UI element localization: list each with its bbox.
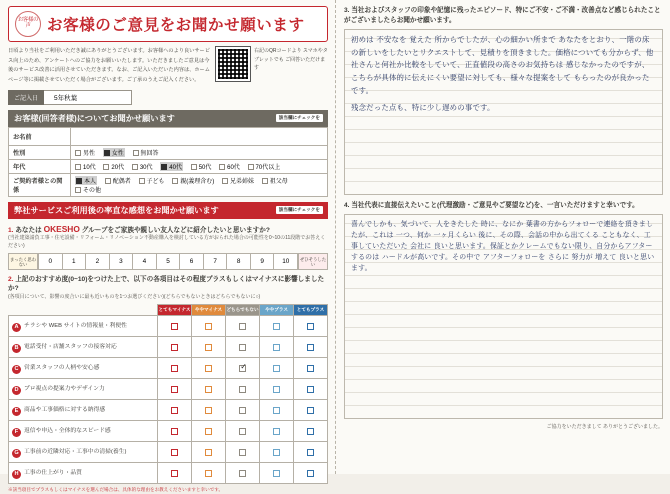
matrix-a-very-negative[interactable] xyxy=(158,315,192,336)
matrix-f-very-negative[interactable] xyxy=(158,420,192,441)
relation-option-sibling[interactable]: 兄弟姉妹 xyxy=(222,176,254,185)
question-3-answer-text: 初めは 不安なを 覚えた 所からでしたが、心の細かい所まで あなたをとおり、一階の床の新しいをしたいとリクエストして、見積りを頂きました。価格についても分からず、他社さんと何社か比較をしていて、正直値段の高さのお気持ちは 感じなかったのですが、こちらが具体的に伝えにくい要望に対しても、様々な提案をして もらったのが良かったです。 xyxy=(351,34,654,95)
qr-caption: 右記のQRコードより スマホやタブレットでも ご回答いただけます xyxy=(254,48,328,71)
table-row xyxy=(9,315,328,336)
matrix-d-very-negative[interactable] xyxy=(158,378,192,399)
matrix-h-very-negative[interactable] xyxy=(158,462,192,483)
nps-value-5[interactable]: 5 xyxy=(157,253,181,270)
matrix-d-negative[interactable] xyxy=(192,378,226,399)
item-badge-b: B xyxy=(12,344,21,353)
matrix-col-positive: ややプラス xyxy=(260,305,294,316)
section-1-note: 該当欄にチェックを xyxy=(276,114,323,122)
item-badge-g: G xyxy=(12,449,21,458)
customer-voice-stamp-icon: お客様の声 xyxy=(15,11,41,37)
matrix-d-positive[interactable] xyxy=(260,378,294,399)
table-row xyxy=(9,441,328,462)
matrix-item-c: C 営業スタッフの人柄や安心感 xyxy=(9,357,158,378)
item-badge-a: A xyxy=(12,323,21,332)
question-1-text-post: グループをご家族や親しい友人などに紹介したいと思いますか? xyxy=(81,226,270,234)
matrix-h-negative[interactable] xyxy=(192,462,226,483)
matrix-header-row xyxy=(9,305,328,316)
name-label: お名前 xyxy=(9,127,71,145)
gender-option-female[interactable]: 女性 xyxy=(103,148,125,157)
relation-options xyxy=(71,173,328,196)
matrix-b-positive[interactable] xyxy=(260,336,294,357)
matrix-a-very-positive[interactable] xyxy=(294,315,328,336)
section-2-bar xyxy=(8,202,328,219)
matrix-e-positive[interactable] xyxy=(260,399,294,420)
question-4-answer-area[interactable] xyxy=(344,214,663,419)
table-row xyxy=(9,399,328,420)
question-3-text: 当社およびスタッフの印象や記憶に残ったエピソード、特にご不安・ご不満・改善点など感じられたことがございましたらお聞かせ願います。 xyxy=(344,7,661,24)
matrix-h-neutral[interactable] xyxy=(226,462,260,483)
item-badge-e: E xyxy=(12,407,21,416)
matrix-c-neutral[interactable] xyxy=(226,357,260,378)
matrix-g-very-negative[interactable] xyxy=(158,441,192,462)
nps-value-9[interactable]: 9 xyxy=(251,253,275,270)
matrix-c-positive[interactable] xyxy=(260,357,294,378)
table-row-age xyxy=(9,159,328,173)
nps-scale xyxy=(8,253,328,270)
matrix-b-neutral[interactable] xyxy=(226,336,260,357)
nps-value-1[interactable]: 1 xyxy=(63,253,87,270)
question-2-sub: (各項目について、影響の度合いに最も近いものを1つお選びください)(どちらでもないときはどちらでもないに○) xyxy=(8,293,261,300)
nps-value-2[interactable]: 2 xyxy=(86,253,110,270)
matrix-col-very-negative: とてもマイナス xyxy=(158,305,192,316)
matrix-a-neutral[interactable] xyxy=(226,315,260,336)
right-column xyxy=(336,0,670,474)
table-row xyxy=(9,357,328,378)
section-1-bar xyxy=(8,110,328,127)
matrix-col-neutral: どちらでもない xyxy=(226,305,260,316)
nps-right-label: ぜひそうしたい xyxy=(298,253,328,270)
table-row-relation xyxy=(9,173,328,196)
nps-value-10[interactable]: 10 xyxy=(274,253,298,270)
gender-label: 性別 xyxy=(9,145,71,159)
matrix-footnote: ※該当項目でプラスもしくはマイナスを選んだ場合は、具体的な理由をお教えくださいますと幸いです。 xyxy=(8,486,224,492)
relation-option-parent[interactable]: 親(義理含む) xyxy=(172,176,214,185)
matrix-e-very-positive[interactable] xyxy=(294,399,328,420)
question-1 xyxy=(8,224,328,251)
date-label: ご記入日 xyxy=(8,90,44,105)
relation-option-child[interactable]: 子ども xyxy=(139,176,165,185)
table-row xyxy=(9,336,328,357)
relation-label: ご契約者様との関係 xyxy=(9,173,71,196)
matrix-item-d: D プロ視点の提案力やデザイン力 xyxy=(9,378,158,399)
matrix-f-very-positive[interactable] xyxy=(294,420,328,441)
intro-block xyxy=(8,47,328,86)
matrix-g-very-positive[interactable] xyxy=(294,441,328,462)
relation-option-grandparent[interactable]: 祖父母 xyxy=(262,176,288,185)
table-row xyxy=(9,378,328,399)
age-option-60s[interactable]: 60代 xyxy=(219,162,240,171)
nps-value-4[interactable]: 4 xyxy=(133,253,157,270)
question-4-text: 当社代表に直接伝えたいこと(代理激励・ご意見やご要望など)を、一言いただけますと幸いです。 xyxy=(351,201,639,209)
question-3-answer-text-2: 残念だった点も、特に少し遅めの事です。 xyxy=(351,103,495,113)
age-option-30s[interactable]: 30代 xyxy=(132,162,153,171)
table-row xyxy=(9,420,328,441)
section-1-title: お客様(回答者様)についてお聞かせ願います xyxy=(14,113,175,123)
matrix-item-b: B 電話受付・店舗スタッフの接客対応 xyxy=(9,336,158,357)
age-option-40s[interactable]: 40代 xyxy=(160,162,183,171)
matrix-item-g: G 工事前の近隣対応・工事中の清掃(養生) xyxy=(9,441,158,462)
age-options xyxy=(71,159,328,173)
age-label: 年代 xyxy=(9,159,71,173)
matrix-d-neutral[interactable] xyxy=(226,378,260,399)
matrix-c-negative[interactable] xyxy=(192,357,226,378)
matrix-g-negative[interactable] xyxy=(192,441,226,462)
item-badge-f: F xyxy=(12,428,21,437)
gender-option-none[interactable]: 無回答 xyxy=(133,148,159,157)
gender-option-male[interactable]: 男性 xyxy=(75,148,95,157)
age-option-10s[interactable]: 10代 xyxy=(75,162,96,171)
matrix-b-negative[interactable] xyxy=(192,336,226,357)
matrix-g-positive[interactable] xyxy=(260,441,294,462)
date-row xyxy=(8,90,328,105)
question-4 xyxy=(344,201,663,211)
matrix-a-negative[interactable] xyxy=(192,315,226,336)
matrix-col-very-positive: とてもプラス xyxy=(294,305,328,316)
section-2-note: 該当欄にチェックを xyxy=(276,206,323,214)
gender-options xyxy=(71,145,328,159)
matrix-item-e: E 商品や工事価格に対する納得感 xyxy=(9,399,158,420)
table-row-name xyxy=(9,127,328,145)
thanks-note: ご協力をいただきまして ありがとうございました。 xyxy=(546,423,663,430)
name-input[interactable] xyxy=(71,127,328,145)
matrix-f-positive[interactable] xyxy=(260,420,294,441)
intro-text: 日頃より当社をご利用いただき誠にありがとうございます。お客様へのより良いサービス向上のため、アンケートへのご協力をお願いいたします。いただきましたご意見は今後のサービス改善に活用させていただきます。なお、ご記入いただいた内容は、ホームページ等に掲載させていただく場合がございます。ご了承のうえご記入ください。 xyxy=(8,48,210,83)
section-2-title: 弊社サービスご利用後の率直な感想をお聞かせ願います xyxy=(14,205,219,215)
matrix-g-neutral[interactable] xyxy=(226,441,260,462)
qr-block xyxy=(216,47,328,86)
age-option-20s[interactable]: 20代 xyxy=(103,162,124,171)
question-3 xyxy=(344,6,663,26)
nps-value-6[interactable]: 6 xyxy=(180,253,204,270)
matrix-h-positive[interactable] xyxy=(260,462,294,483)
question-2-number: 2. xyxy=(8,276,14,284)
nps-values xyxy=(38,253,298,270)
matrix-a-positive[interactable] xyxy=(260,315,294,336)
table-row xyxy=(9,462,328,483)
question-3-answer-area[interactable] xyxy=(344,29,663,195)
question-1-sub: (当社建築請負工事・住宅設備・リフォーム・リノベーション不動産購入を検討している方がおられた場合の可能性を0~10の11段階でお答えください) xyxy=(8,235,326,249)
matrix-f-negative[interactable] xyxy=(192,420,226,441)
matrix-h-very-positive[interactable] xyxy=(294,462,328,483)
form-header xyxy=(8,6,328,42)
matrix-d-very-positive[interactable] xyxy=(294,378,328,399)
qr-code-icon[interactable] xyxy=(216,47,250,81)
question-4-number: 4. xyxy=(344,201,350,209)
question-1-number: 1. xyxy=(8,226,14,234)
matrix-e-neutral[interactable] xyxy=(226,399,260,420)
table-row-gender xyxy=(9,145,328,159)
question-3-number: 3. xyxy=(344,7,350,14)
nps-value-8[interactable]: 8 xyxy=(227,253,251,270)
question-2 xyxy=(8,275,328,301)
respondent-table xyxy=(8,127,328,197)
matrix-b-very-positive[interactable] xyxy=(294,336,328,357)
left-column xyxy=(0,0,336,492)
relation-option-other[interactable]: その他 xyxy=(75,185,101,194)
relation-option-spouse[interactable]: 配偶者 xyxy=(105,176,131,185)
question-4-answer-text: 喜んでしかも、気づいて、人をきたした 時に、なにか 葉書の方からフォローで連絡を頂きましたが、これは 一つ、何か 一ヶ月くらい 後に、その際、会話の中から出てくる こともなく、工事していただいた 会社に 良いと思います。保証とかクレームでもない限り、自分からアフターするのは ハードルが高いです。その中で アフターフォローを さらに 努力が 増えて 良いと思います。 xyxy=(351,219,655,273)
nps-value-3[interactable]: 3 xyxy=(110,253,134,270)
item-badge-d: D xyxy=(12,386,21,395)
item-badge-h: H xyxy=(12,470,21,479)
nps-value-7[interactable]: 7 xyxy=(204,253,228,270)
matrix-c-very-positive[interactable] xyxy=(294,357,328,378)
nps-left-label: まったく思わない xyxy=(8,253,38,270)
relation-option-self[interactable]: 本人 xyxy=(75,176,97,185)
page-title: お客様のご意見をお聞かせ願います xyxy=(47,17,305,34)
question-2-text: 上記のおすすめ度(0~10)をつけた上で、以下の各項目はその程度プラスもしくはマイナスに影響しましたか? xyxy=(8,276,325,293)
matrix-f-neutral[interactable] xyxy=(226,420,260,441)
matrix-e-very-negative[interactable] xyxy=(158,399,192,420)
matrix-item-a: A チラシや WEB サイトの情報量・利便性 xyxy=(9,315,158,336)
matrix-item-h: H 工事の仕上がり・品質 xyxy=(9,462,158,483)
matrix-e-negative[interactable] xyxy=(192,399,226,420)
date-input[interactable]: 5年秋葉 xyxy=(44,90,132,105)
question-1-text-pre: あなたは xyxy=(15,226,42,234)
age-option-70s-plus[interactable]: 70代以上 xyxy=(248,162,281,171)
matrix-b-very-negative[interactable] xyxy=(158,336,192,357)
item-badge-c: C xyxy=(12,365,21,374)
influence-matrix xyxy=(8,304,328,484)
matrix-item-f: F 返信や申込・全体的なスピード感 xyxy=(9,420,158,441)
nps-value-0[interactable]: 0 xyxy=(38,253,63,270)
matrix-c-very-negative[interactable] xyxy=(158,357,192,378)
age-option-50s[interactable]: 50代 xyxy=(191,162,212,171)
brand-name: OKESHO xyxy=(43,223,80,234)
matrix-col-negative: ややマイナス xyxy=(192,305,226,316)
